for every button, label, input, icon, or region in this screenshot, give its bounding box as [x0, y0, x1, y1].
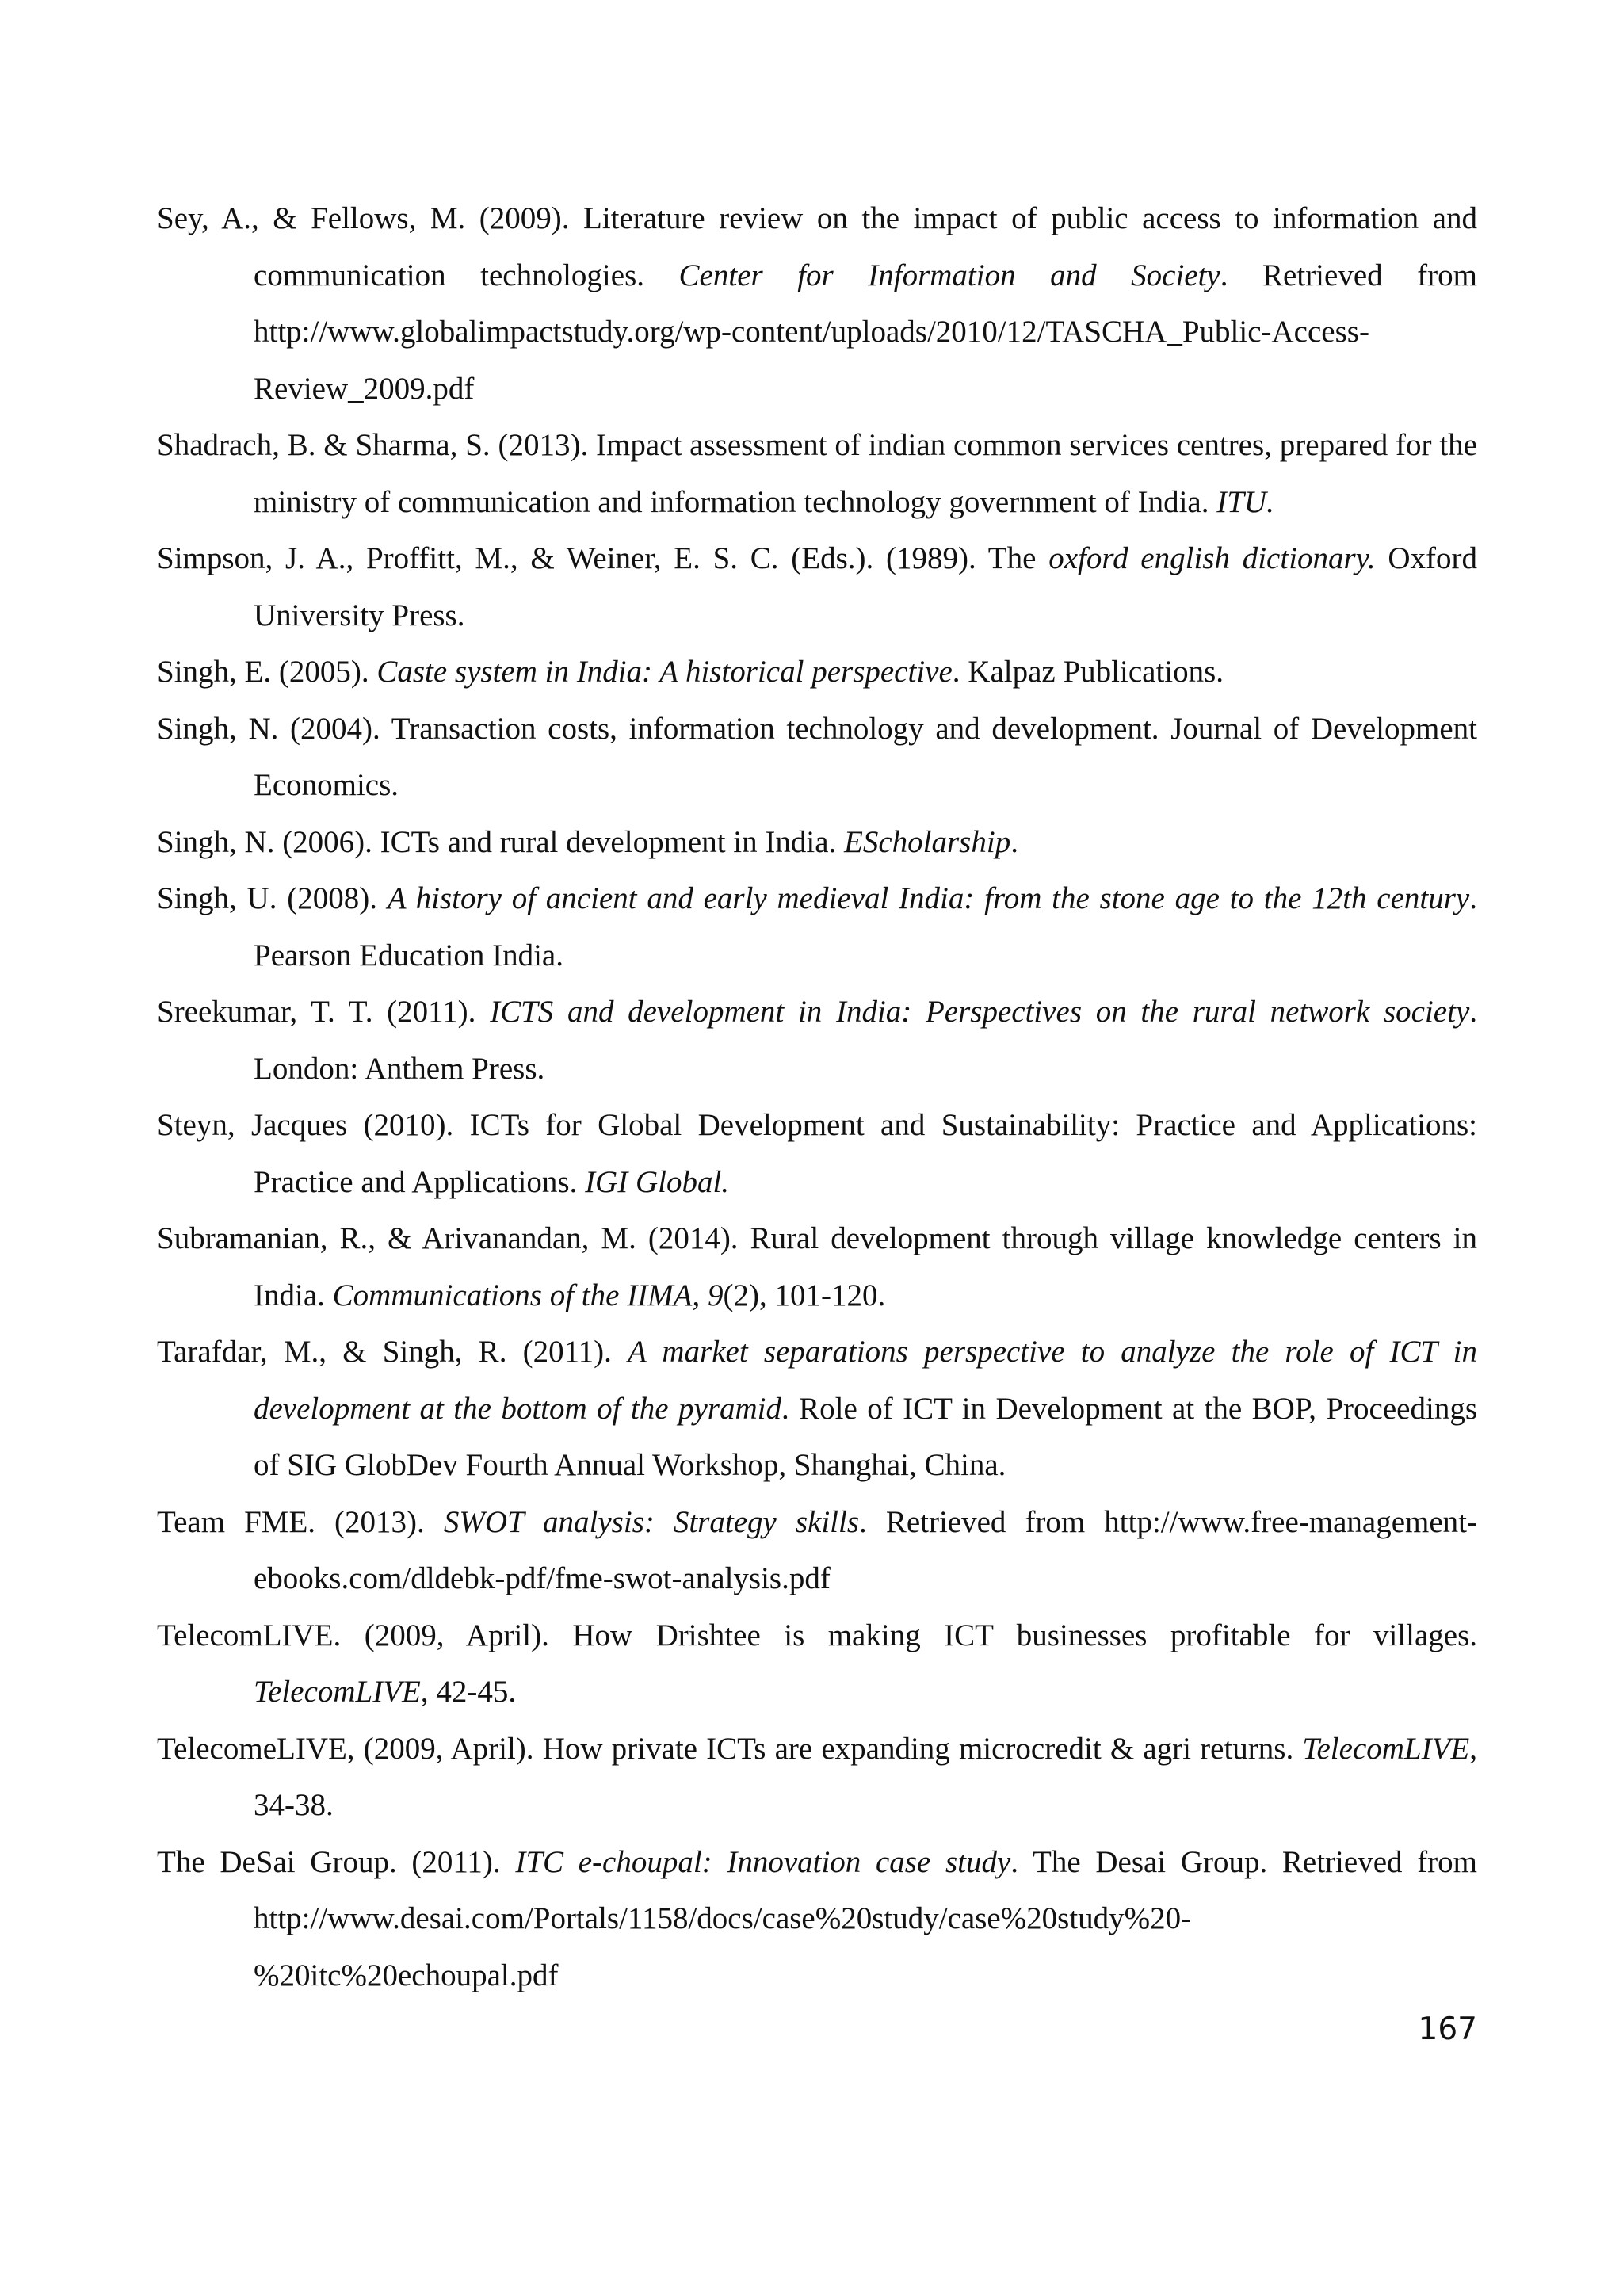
- reference-italic-text: IGI Global.: [585, 1164, 730, 1199]
- reference-italic-text: TelecomLIVE: [254, 1675, 421, 1709]
- reference-text: . Kalpaz Publications.: [952, 655, 1224, 689]
- reference-italic-text: oxford english dictionary.: [1048, 541, 1376, 575]
- reference-entry: [157, 417, 1477, 530]
- reference-text: TelecomLIVE. (2009, April). How Drishtee is making ICT businesses profitable for villages.: [157, 1618, 1477, 1652]
- reference-text: . The Desai Group. Retrieved from http://www.desai.com/Portals/1158/docs/case%20study/case%20study%20-%20itc%20echoupal.pdf: [254, 1844, 1477, 1992]
- reference-text: Singh, N. (2006). ICTs and rural development in India.: [157, 824, 845, 859]
- reference-text: Tarafdar, M., & Singh, R. (2011).: [157, 1335, 628, 1369]
- reference-italic-text: SWOT analysis: Strategy skills: [443, 1504, 860, 1539]
- reference-text: TelecomeLIVE, (2009, April). How private ICTs are expanding microcredit & agri returns.: [157, 1731, 1303, 1766]
- reference-text: . London: Anthem Press.: [254, 995, 1478, 1086]
- reference-text: Oxford University Press.: [254, 541, 1478, 632]
- reference-entry: [157, 644, 1477, 701]
- reference-text: , 34-38.: [254, 1731, 1477, 1822]
- reference-italic-text: ITU.: [1216, 484, 1274, 519]
- reference-entry: [157, 1721, 1477, 1834]
- reference-entry: [157, 1097, 1477, 1210]
- reference-text: Singh, U. (2008).: [157, 881, 388, 915]
- reference-text: . Role of ICT in Development at the BOP, Proceedings of SIG GlobDev Fourth Annual Workshop, Shanghai, China.: [254, 1391, 1477, 1482]
- reference-entry: [157, 1607, 1477, 1721]
- reference-italic-text: A history of ancient and early medieval India: from the stone age to the 12th century: [387, 881, 1470, 915]
- reference-italic-text: Caste system in India: A historical perspective: [376, 655, 953, 689]
- reference-italic-text: Communications of the IIMA: [332, 1278, 693, 1312]
- reference-entry: [157, 1324, 1477, 1494]
- reference-italic-text: ITC e-choupal: Innovation case study: [515, 1844, 1011, 1879]
- reference-text: , 42-45.: [420, 1675, 517, 1709]
- reference-entry: [157, 190, 1477, 417]
- reference-text: . Pearson Education India.: [254, 881, 1477, 972]
- reference-entry: [157, 530, 1477, 644]
- reference-text: . Retrieved from http://www.globalimpactstudy.org/wp-content/uploads/2010/12/TASCHA_Public-Access-Review_2009.pdf: [254, 258, 1477, 406]
- reference-entry: [157, 870, 1477, 984]
- reference-italic-text: TelecomLIVE: [1302, 1731, 1470, 1766]
- reference-italic-text: Center for Information and Society: [678, 258, 1220, 292]
- reference-text: Simpson, J. A., Proffitt, M., & Weiner, E. S. C. (Eds.). (1989). The: [157, 541, 1049, 575]
- reference-text: .: [1010, 824, 1018, 859]
- reference-entry: [157, 814, 1477, 871]
- reference-italic-text: 9: [708, 1278, 724, 1312]
- reference-text: Shadrach, B. & Sharma, S. (2013). Impact assessment of indian common services centres, prepared for the ministry of communication and information technology government of India.: [157, 428, 1477, 519]
- reference-text: Subramanian, R., & Arivanandan, M. (2014). Rural development through village knowledge centers in India.: [157, 1221, 1477, 1312]
- reference-text: Steyn, Jacques (2010). ICTs for Global Development and Sustainability: Practice and Applications: Practice and Applications.: [157, 1108, 1477, 1199]
- reference-italic-text: ICTS and development in India: Perspectives on the rural network society: [490, 995, 1470, 1029]
- reference-entry: [157, 1834, 1477, 2004]
- reference-text: . Retrieved from http://www.free-management-ebooks.com/dldebk-pdf/fme-swot-analysis.pdf: [254, 1504, 1477, 1595]
- reference-text: (2), 101-120.: [723, 1278, 886, 1312]
- reference-entry: [157, 1210, 1477, 1324]
- reference-text: ,: [692, 1278, 708, 1312]
- reference-entry: [157, 984, 1477, 1097]
- reference-entry: [157, 701, 1477, 814]
- reference-text: Sey, A., & Fellows, M. (2009). Literature review on the impact of public access to information and communication technologies.: [157, 201, 1477, 292]
- reference-text: Singh, N. (2004). Transaction costs, information technology and development. Journal of Development Economics.: [157, 711, 1477, 802]
- reference-italic-text: EScholarship: [844, 824, 1011, 859]
- reference-text: Team FME. (2013).: [157, 1504, 444, 1539]
- page-number: 167: [1418, 2011, 1477, 2047]
- reference-text: Sreekumar, T. T. (2011).: [157, 995, 491, 1029]
- reference-entry: [157, 1494, 1477, 1607]
- reference-list: [157, 190, 1477, 2004]
- reference-text: The DeSai Group. (2011).: [157, 1844, 516, 1879]
- reference-italic-text: A market separations perspective to analyze the role of ICT in development at the bottom of the pyramid: [254, 1335, 1477, 1426]
- reference-text: Singh, E. (2005).: [157, 655, 377, 689]
